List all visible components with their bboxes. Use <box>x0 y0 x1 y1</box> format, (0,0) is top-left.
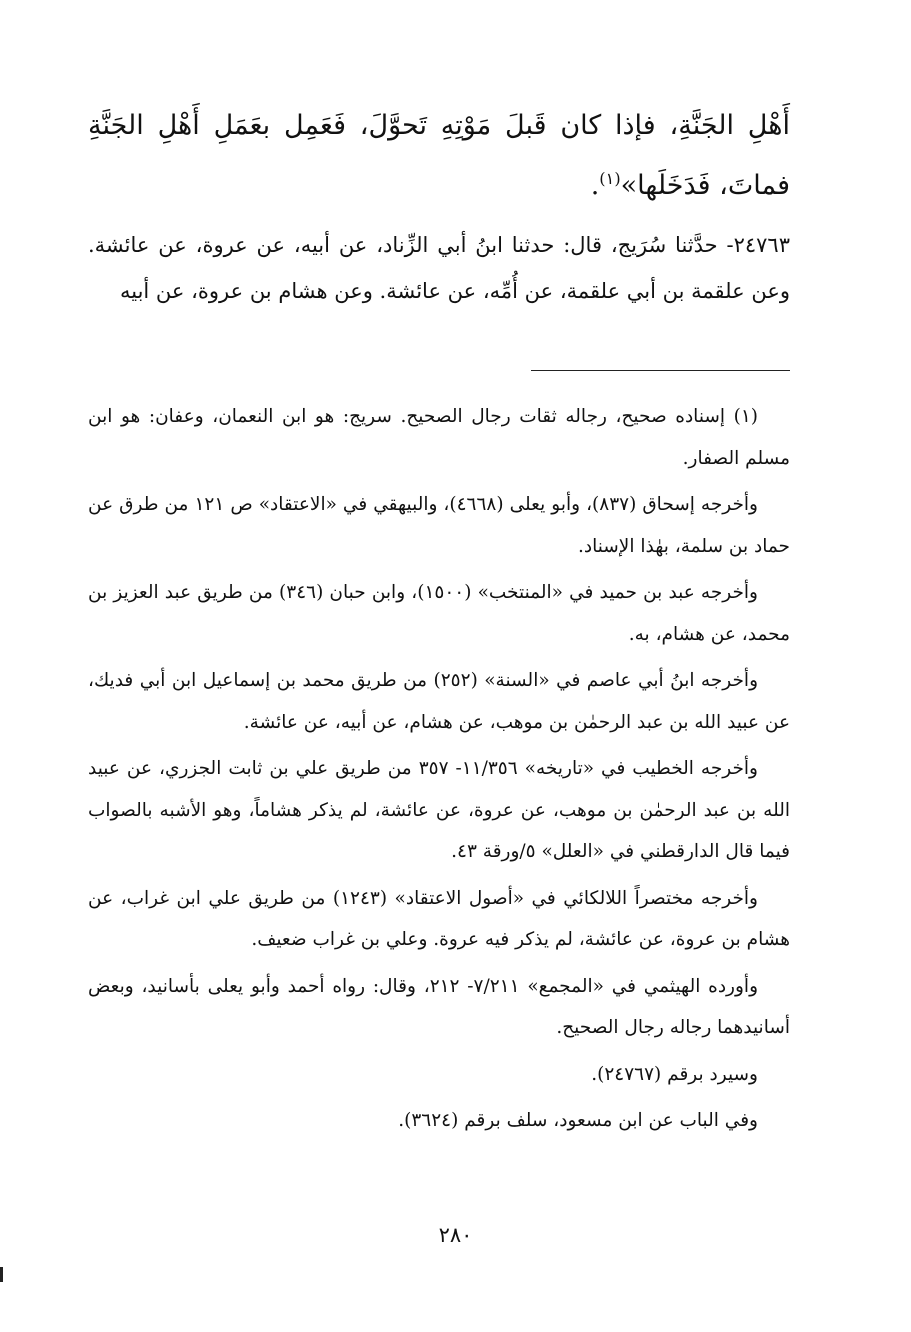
footnote-separator <box>531 370 790 371</box>
footnote-paragraph: وأخرجه الخطيب في «تاريخه» ١١/٣٥٦- ٣٥٧ من طريق علي بن ثابت الجزري، عن عبيد الله بن عبد الرحمٰن بن موهب، عن عروة، عن عائشة، لم يذكر هشاماً، وهو الأشبه بالصواب فيما قال الدارقطني في «العلل» ٥/ورقة ٤٣. <box>88 758 790 862</box>
footnote-paragraph: وأخرجه إسحاق (٨٣٧)، وأبو يعلى (٤٦٦٨)، والبيهقي في «الاعتقاد» ص ١٢١ من طرق عن حماد بن سلمة، بهٰذا الإسناد. <box>88 494 790 557</box>
footnote-paragraph: (١) إسناده صحيح، رجاله ثقات رجال الصحيح. سريج: هو ابن النعمان، وعفان: هو ابن مسلم الصفار. <box>88 406 790 469</box>
footnote-paragraph: وأخرجه عبد بن حميد في «المنتخب» (١٥٠٠)، وابن حبان (٣٤٦) من طريق عبد العزيز بن محمد، عن هشام، به. <box>88 582 790 645</box>
hadith-24763-text: ٢٤٧٦٣- حدَّثنا سُرَيج، قال: حدثنا ابنُ أبي الزِّناد، عن أبيه، عن عروة، عن عائشة. وعن علقمة بن أبي علقمة، عن أُمِّه، عن عائشة. وعن هشام بن عروة، عن أبيه <box>88 233 790 303</box>
footnote-paragraph: وأخرجه ابنُ أبي عاصم في «السنة» (٢٥٢) من طريق محمد بن إسماعيل ابن أبي فديك، عن عبيد الله بن عبد الرحمٰن بن موهب، عن هشام، عن أبيه، عن عائشة. <box>88 670 790 733</box>
footnote-paragraph: وسيرد برقم (٢٤٧٦٧). <box>591 1063 758 1085</box>
hadith-continuation <box>88 96 790 216</box>
footnotes-section <box>88 396 790 1147</box>
footnote-paragraph: وأخرجه مختصراً اللالكائي في «أصول الاعتقاد» (١٢٤٣) من طريق علي ابن غراب، عن هشام بن عروة، عن عائشة، لم يذكر فيه عروة. وعلي بن غراب ضعيف. <box>88 887 790 950</box>
scan-edge-mark <box>0 1267 3 1282</box>
hadith-end-period: . <box>590 170 600 201</box>
page-number: ٢٨٠ <box>438 1223 473 1247</box>
footnote-paragraph: وفي الباب عن ابن مسعود، سلف برقم (٣٦٢٤). <box>398 1110 758 1131</box>
footnote-paragraph: وأورده الهيثمي في «المجمع» ٧/٢١١- ٢١٢، وقال: رواه أحمد وأبو يعلى بأسانيد، وبعض أسانيدهما رجاله رجال الصحيح. <box>88 975 790 1038</box>
hadith-24763 <box>88 222 790 314</box>
footnote-reference: (١) <box>599 169 621 188</box>
hadith-continuation-text: أَهْلِ الجَنَّةِ، فإذا كان قَبلَ مَوْتِهِ تَحوَّلَ، فَعَمِل بعَمَلِ أَهْلِ الجَنَّةِ فماتَ، فَدَخَلَها» <box>88 110 790 201</box>
